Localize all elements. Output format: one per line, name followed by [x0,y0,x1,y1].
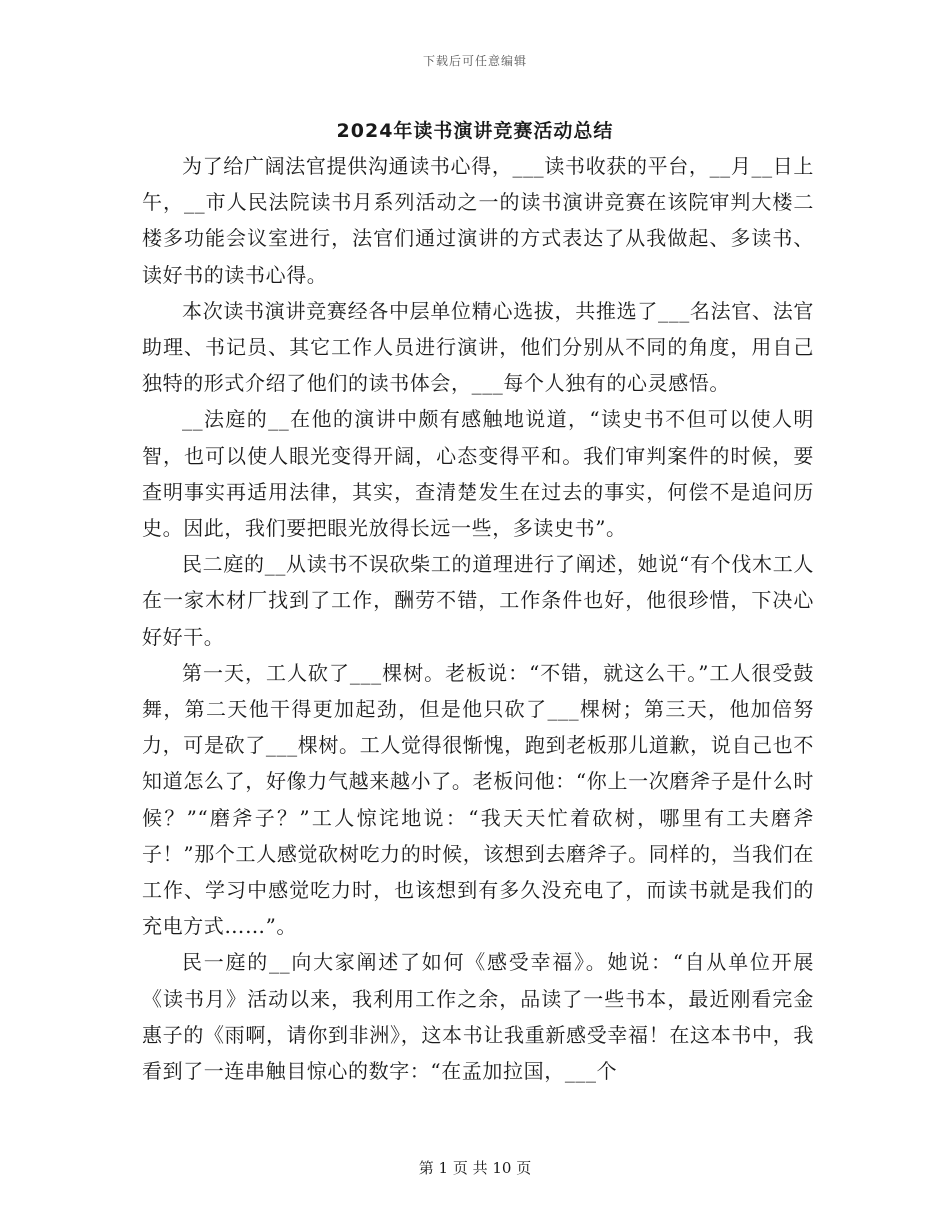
paragraph: 第一天，工人砍了___棵树。老板说：“不错，就这么干。”工人很受鼓舞，第二天他干得更加起劲，但是他只砍了___棵树；第三天，他加倍努力，可是砍了___棵树。工人觉得很惭愧，跑到老板那儿道歉，说自己也不知道怎么了，好像力气越来越小了。老板问他：“你上一次磨斧子是什么时候？”“磨斧子？”工人惊诧地说：“我天天忙着砍树，哪里有工夫磨斧子！”那个工人感觉砍树吃力的时候，该想到去磨斧子。同样的，当我们在工作、学习中感觉吃力时，也该想到有多久没充电了，而读书就是我们的充电方式……”。 [142,660,814,939]
paragraph: 民二庭的__从读书不误砍柴工的道理进行了阐述，她说“有个伐木工人在一家木材厂找到了工作，酬劳不错，工作条件也好，他很珍惜，下决心好好干。 [142,552,814,649]
document-body [142,148,814,1089]
paragraph: 民一庭的__向大家阐述了如何《感受幸福》。她说：“自从单位开展《读书月》活动以来，我利用工作之余，品读了一些书本，最近刚看完金惠子的《雨啊，请你到非洲》，这本书让我重新感受幸福！在这本书中，我看到了一连串触目惊心的数字：“在孟加拉国，___个 [142,950,814,1084]
page-header-note: 下载后可任意编辑 [422,54,527,68]
document-title: 2024年读书演讲竞赛活动总结 [336,120,614,142]
paragraph: 本次读书演讲竞赛经各中层单位精心选拔，共推选了___名法官、法官助理、书记员、其它工作人员进行演讲，他们分别从不同的角度，用自己独特的形式介绍了他们的读书体会，___每个人独有的心灵感悟。 [142,298,814,396]
paragraph: 为了给广阔法官提供沟通读书心得，___读书收获的平台，__月__日上午，__市人民法院读书月系列活动之一的读书演讲竞赛在该院审判大楼二楼多功能会议室进行，法官们通过演讲的方式表达了从我做起、多读书、读好书的读书心得。 [142,154,814,287]
paragraph: __法庭的__在他的演讲中颇有感触地说道，“读史书不但可以使人明智，也可以使人眼光变得开阔，心态变得平和。我们审判案件的时候，要查明事实再适用法律，其实，查清楚发生在过去的事实，何偿不是追问历史。因此，我们要把眼光放得长远一些，多读史书”。 [142,407,814,541]
page-number: 第 1 页 共 10 页 [418,1159,532,1177]
